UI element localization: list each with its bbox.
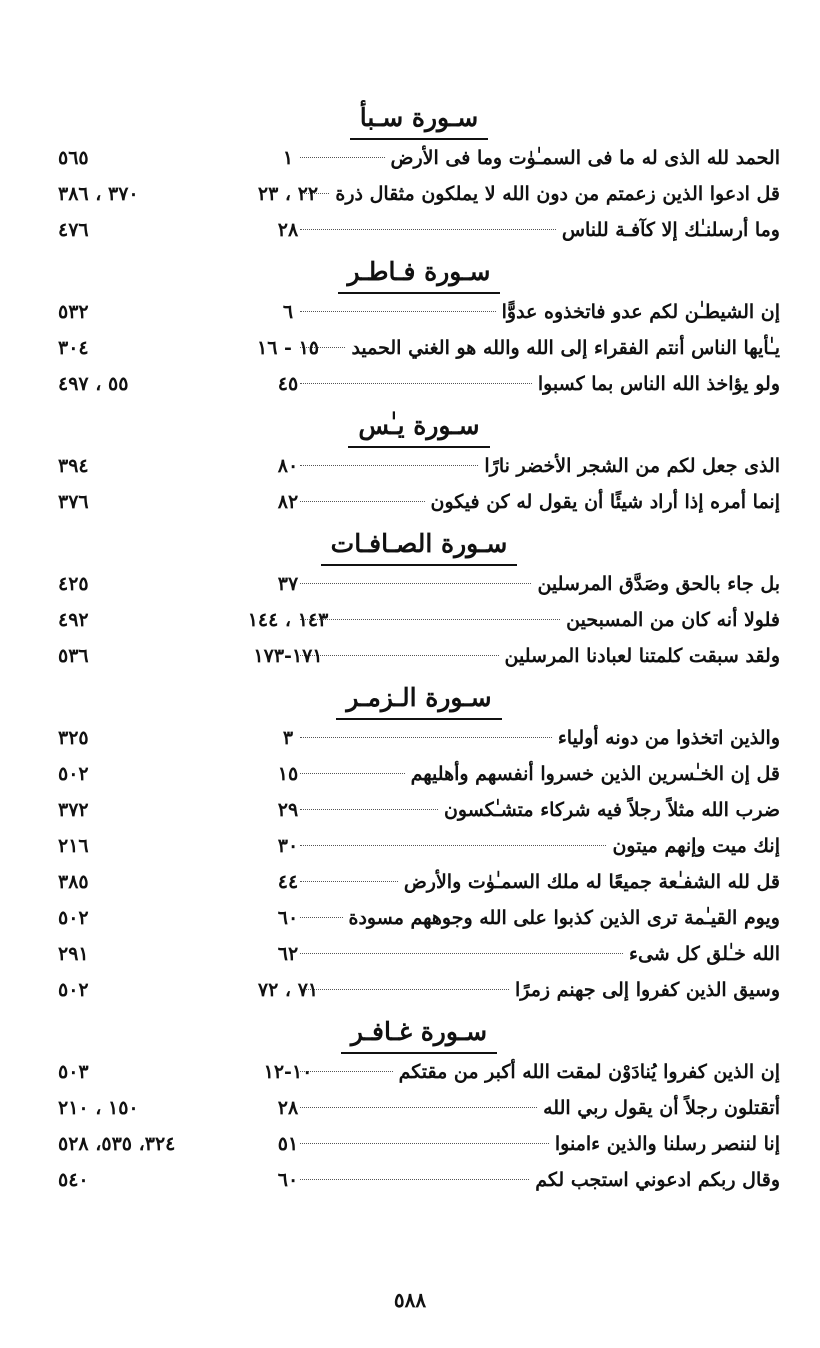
verse-number: ٦٢ <box>277 943 299 965</box>
verse-text: الله خـٰلق كل شىء <box>629 943 780 965</box>
index-row <box>58 330 780 366</box>
verse-number: ٨٠ <box>277 455 299 477</box>
verse-number: ٦٠ <box>277 1169 299 1191</box>
verse-text-cell <box>300 972 780 1008</box>
verse-number: ٧١ ، ٧٢ <box>257 979 319 1001</box>
page-reference: ٤٩٢ <box>58 609 89 631</box>
surah-heading <box>58 100 780 140</box>
verse-text-cell <box>300 448 780 484</box>
verse-text-cell <box>300 900 780 936</box>
page-reference: ٣٩٤ <box>58 455 89 477</box>
verse-text: قل إن الخـٰسرين الذين خسروا أنفسهم وأهليهم <box>410 763 780 785</box>
surah-section <box>58 680 780 1008</box>
page-reference: ٣٧٠ ، ٣٨٦ <box>58 183 139 205</box>
verse-text-cell <box>300 294 780 330</box>
verse-number: ٢٨ <box>277 219 299 241</box>
verse-text-cell <box>300 720 780 756</box>
verse-text: إن الشيطـٰن لكم عدو فاتخذوه عدوًّا <box>501 301 780 323</box>
page-number: ٥٨٨ <box>393 1288 427 1312</box>
verse-number: ٢٢ ، ٢٣ <box>257 183 319 205</box>
surah-heading <box>58 1014 780 1054</box>
index-row <box>58 638 780 674</box>
verse-text: ولو يؤاخذ الله الناس بما كسبوا <box>537 373 780 395</box>
verse-text: قل لله الشفـٰعة جميعًا له ملك السمـٰوٰت والأرض <box>403 871 780 893</box>
index-row <box>58 448 780 484</box>
index-row <box>58 1090 780 1126</box>
index-row <box>58 1162 780 1198</box>
verse-text: وقال ربكم ادعوني استجب لكم <box>535 1169 780 1191</box>
surah-section <box>58 254 780 402</box>
surah-section <box>58 526 780 674</box>
surah-title: سـورة الصـافـات <box>321 526 518 566</box>
surah-title: سـورة يـٰس <box>348 408 489 448</box>
verse-text-cell <box>300 366 780 402</box>
page-reference: ٣٠٤ <box>58 337 89 359</box>
verse-number: ٤٤ <box>277 871 299 893</box>
index-row <box>58 936 780 972</box>
index-row <box>58 792 780 828</box>
verse-text: بل جاء بالحق وصَدَّق المرسلين <box>537 573 780 595</box>
page-reference: ٥٦٥ <box>58 147 89 169</box>
verse-number: ١٧١-١٧٣ <box>253 645 323 667</box>
page-reference: ١٥٠ ، ٢١٠ <box>58 1097 139 1119</box>
page-reference: ٣٧٦ <box>58 491 89 513</box>
verse-text-cell <box>300 330 780 366</box>
page-reference: ٥٣٢ <box>58 301 89 323</box>
verse-text-cell <box>300 176 780 212</box>
verse-text: وما أرسلنـٰك إلا كآفـة للناس <box>561 219 780 241</box>
verse-number: ٣٠ <box>277 835 299 857</box>
verse-number: ٦ <box>282 301 294 323</box>
surah-title: سـورة الـزمـر <box>336 680 501 720</box>
verse-number: ٤٥ <box>277 373 299 395</box>
index-row <box>58 566 780 602</box>
verse-text-cell <box>300 484 780 520</box>
verse-number: ٢٩ <box>277 799 299 821</box>
index-row <box>58 294 780 330</box>
verse-text: قل ادعوا الذين زعمتم من دون الله لا يملكون مثقال ذرة <box>335 183 780 205</box>
index-row <box>58 972 780 1008</box>
index-row <box>58 1054 780 1090</box>
verse-text: إنما أمره إذا أراد شيئًا أن يقول له كن فيكون <box>430 491 780 513</box>
verse-text: ويوم القيـٰمة ترى الذين كذبوا على الله وجوههم مسودة <box>348 907 780 929</box>
page-reference: ٣٢٥ <box>58 727 89 749</box>
page-reference: ٥٠٣ <box>58 1061 89 1083</box>
verse-number: ١٠-١٢ <box>263 1061 313 1083</box>
page-reference: ٢١٦ <box>58 835 89 857</box>
verse-number: ٦٠ <box>277 907 299 929</box>
index-row <box>58 720 780 756</box>
verse-text-cell <box>300 602 780 638</box>
verse-number: ١٤٣ ، ١٤٤ <box>247 609 329 631</box>
verse-text-cell <box>300 566 780 602</box>
page-reference: ٣٨٥ <box>58 871 89 893</box>
index-row <box>58 864 780 900</box>
page-reference: ٤٧٦ <box>58 219 89 241</box>
index-row <box>58 900 780 936</box>
page-reference: ٥٠٢ <box>58 907 89 929</box>
verse-text: ضرب الله مثلاً رجلاً فيه شركاء متشـٰكسون <box>443 799 780 821</box>
verse-text-cell <box>300 1054 780 1090</box>
surah-title: سـورة سـبأ <box>350 100 489 140</box>
index-row <box>58 1126 780 1162</box>
page-reference: ٢٩١ <box>58 943 89 965</box>
surah-section <box>58 1014 780 1198</box>
surah-section <box>58 100 780 248</box>
index-row <box>58 176 780 212</box>
verse-text-cell <box>300 828 780 864</box>
verse-number: ٨٢ <box>277 491 299 513</box>
verse-number: ١٥ <box>277 763 299 785</box>
index-row <box>58 212 780 248</box>
verse-text-cell <box>300 1090 780 1126</box>
verse-text-cell <box>300 1162 780 1198</box>
page-reference: ٥٥ ، ٤٩٧ <box>58 373 129 395</box>
verse-text-cell <box>300 864 780 900</box>
page-reference: ٥٣٦ <box>58 645 89 667</box>
verse-number: ٣٧ <box>277 573 299 595</box>
verse-text: الذى جعل لكم من الشجر الأخضر نارًا <box>484 455 780 477</box>
page-reference: ٣٧٢ <box>58 799 89 821</box>
surah-heading <box>58 408 780 448</box>
verse-text-cell <box>300 756 780 792</box>
page-reference: ٣٢٤، ٥٣٥، ٥٢٨ <box>58 1133 176 1155</box>
verse-text: يـٰأيها الناس أنتم الفقراء إلى الله والله هو الغني الحميد <box>351 337 780 359</box>
verse-number: ٥١ <box>277 1133 299 1155</box>
verse-text-cell <box>300 1126 780 1162</box>
verse-text: والذين اتخذوا من دونه أولياء <box>557 727 780 749</box>
index-row <box>58 756 780 792</box>
index-row <box>58 140 780 176</box>
dot-leader <box>300 845 606 846</box>
verse-text: فلولا أنه كان من المسبحين <box>566 609 780 631</box>
verse-number: ٣ <box>282 727 294 749</box>
index-row <box>58 484 780 520</box>
verse-number: ١ <box>282 147 294 169</box>
verse-number: ١٥ - ١٦ <box>257 337 319 359</box>
verse-text: ولقد سبقت كلمتنا لعبادنا المرسلين <box>504 645 780 667</box>
verse-text: إن الذين كفروا يُنادَوْن لمقت الله أكبر من مقتكم <box>398 1061 780 1083</box>
index-row <box>58 602 780 638</box>
page-reference: ٤٢٥ <box>58 573 89 595</box>
page-reference: ٥٤٠ <box>58 1169 89 1191</box>
verse-text-cell <box>300 936 780 972</box>
surah-title: سـورة غـافـر <box>341 1014 497 1054</box>
verse-number: ٢٨ <box>277 1097 299 1119</box>
index-row <box>58 828 780 864</box>
verse-text: إنا لننصر رسلنا والذين ءامنوا <box>554 1133 780 1155</box>
verse-text-cell <box>300 638 780 674</box>
surah-heading <box>58 680 780 720</box>
surah-heading <box>58 526 780 566</box>
index-row <box>58 366 780 402</box>
verse-text-cell <box>300 140 780 176</box>
surah-title: سـورة فـاطـر <box>338 254 501 294</box>
surah-heading <box>58 254 780 294</box>
verse-text: إنك ميت وإنهم ميتون <box>612 835 780 857</box>
verse-text: الحمد لله الذى له ما فى السمـٰوٰت وما فى الأرض <box>390 147 780 169</box>
surah-section <box>58 408 780 520</box>
index-content <box>58 96 780 1204</box>
verse-text-cell <box>300 212 780 248</box>
page-reference: ٥٠٢ <box>58 979 89 1001</box>
page-reference: ٥٠٢ <box>58 763 89 785</box>
dot-leader <box>300 953 623 954</box>
verse-text-cell <box>300 792 780 828</box>
verse-text: وسيق الذين كفروا إلى جهنم زمرًا <box>514 979 780 1001</box>
verse-text: أتقتلون رجلاً أن يقول ربي الله <box>543 1097 780 1119</box>
